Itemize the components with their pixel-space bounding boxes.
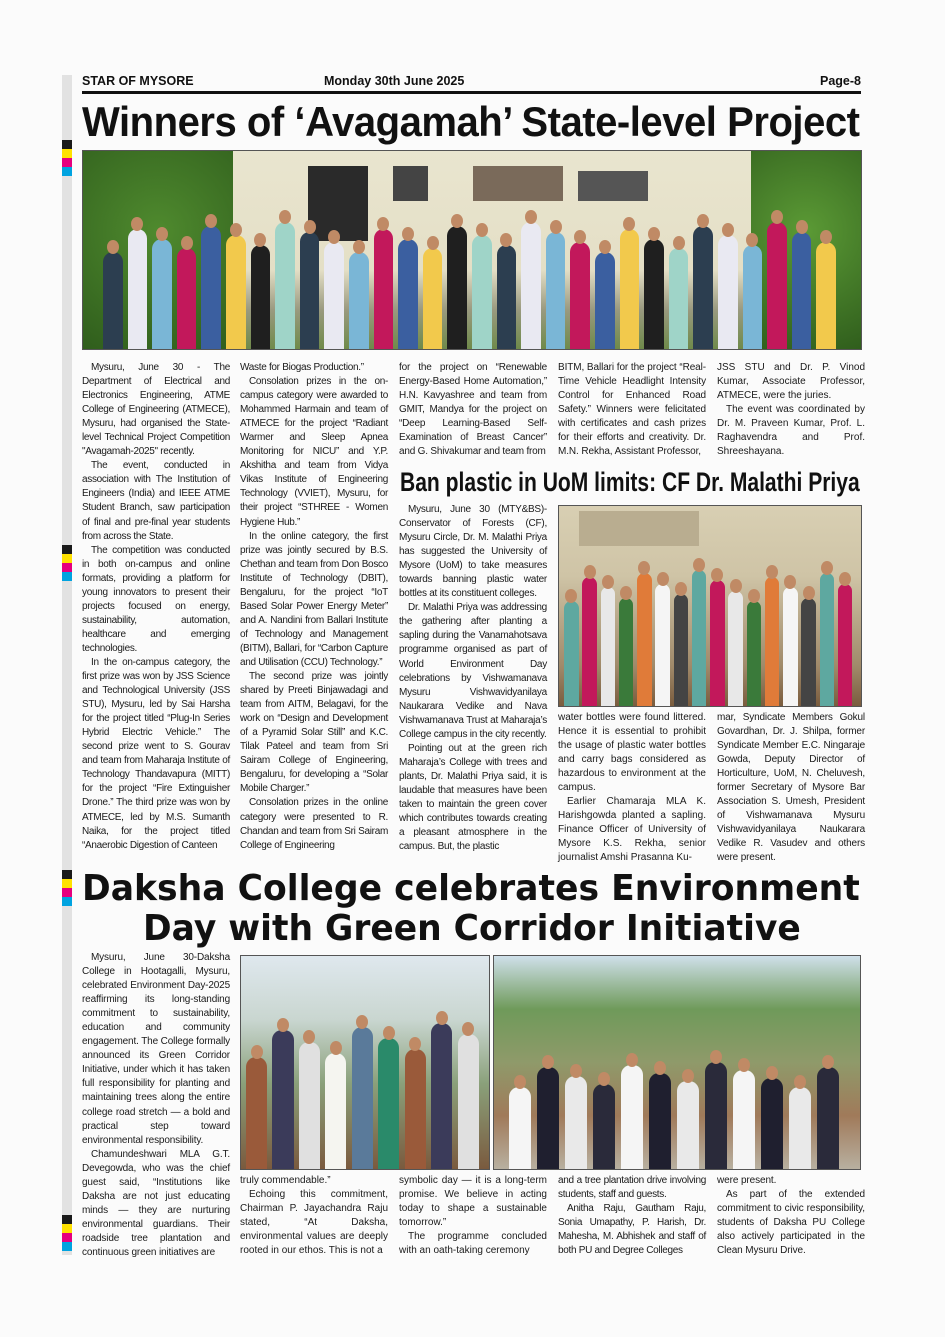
paragraph: The programme concluded with an oath-taking ceremony (399, 1231, 547, 1257)
person-head (107, 240, 119, 254)
photo-students-plantation (493, 955, 861, 1170)
person-figure (226, 235, 246, 349)
person-figure (593, 1084, 615, 1169)
person-figure (595, 252, 615, 350)
article-column (82, 951, 230, 1260)
person-head (254, 233, 266, 247)
person-head (821, 561, 833, 575)
person-head (620, 586, 632, 600)
person-figure (275, 222, 295, 349)
person-figure (649, 1073, 671, 1169)
cmyk-marks (62, 140, 72, 176)
person-head (328, 230, 340, 244)
page-number: Page-8 (820, 74, 861, 88)
paragraph: Mysuru, June 30 - The Department of Electrical and Electronics Engineering, ATME College of Engineering (ATMECE), Mysuru, had organised the State-level Technical Project Competition "Avagamah-2025" recently. (82, 362, 230, 458)
person-figure (783, 587, 798, 706)
person-head (514, 1075, 526, 1089)
person-head (711, 568, 723, 582)
person-head (796, 220, 808, 234)
registration-color-bar (62, 75, 72, 1255)
person-figure (743, 245, 763, 349)
issue-date: Monday 30th June 2025 (324, 74, 465, 88)
person-figure (761, 1078, 783, 1169)
person-figure (431, 1023, 452, 1169)
article-column (717, 711, 865, 866)
paragraph: Mysuru, June 30-Daksha College in Hootagalli, Mysuru, celebrated Environment Day-2025 reaffirming its long-standing commitment to sustainability, education and community engagement. The College formally announced its Green Corridor Initiative, under which it has taken full responsibility for planting and maintaining trees along the entire college road stretch — a bold and practical step toward environmental responsibility. (82, 952, 230, 1146)
person-figure (765, 577, 780, 707)
paragraph: In the on-campus category, the first prize was won by JSS Science and Technological University (JSS STU), Mysuru, led by Sai Harsha for the project titled “Plug-In Series Hybrid Electric Vehicle.” The second prize went to S. Gourav and team from Maharaja Institute of Technology Thandavapura (MITT) for the project “Fire Extinguisher Drone.” The third prize was won by ATMECE, led by M.S. Sumanth Naika, for the project titled “Anaerobic Digestion of Canteen (82, 656, 230, 851)
person-head (230, 223, 242, 237)
person-figure (816, 242, 836, 349)
person-figure (733, 1070, 755, 1169)
person-head (730, 579, 742, 593)
person-figure (621, 1065, 643, 1170)
person-head (377, 217, 389, 231)
paragraph: were present. (717, 1175, 777, 1186)
person-figure (820, 573, 835, 706)
paragraph: truly commendable.” (240, 1175, 331, 1186)
paragraph: The event was coordinated by Dr. M. Praveen Kumar, Prof. L. Raghavendra and Prof. Shreeshayana. (717, 404, 865, 458)
paragraph: Waste for Biogas Production.” (240, 362, 364, 373)
person-figure (103, 252, 123, 350)
person-head (766, 565, 778, 579)
person-head (638, 561, 650, 575)
person-figure (565, 1076, 587, 1170)
person-head (570, 1064, 582, 1078)
headline-daksha-line2: Day with Green Corridor Initiative (143, 908, 801, 949)
person-figure (637, 573, 652, 706)
person-figure (324, 242, 344, 349)
person-figure (472, 235, 492, 349)
person-figure (838, 584, 853, 707)
person-head (626, 1053, 638, 1067)
person-figure (509, 1087, 531, 1170)
person-figure (619, 598, 634, 707)
person-figure (497, 245, 517, 349)
person-figure (789, 1087, 811, 1170)
paragraph: mar, Syndicate Members Gokul Govardhan, Dr. J. Shilpa, former Syndicate Member E.C. Ningaraje Gowda, Deputy Director of Horticulture, UoM, N. Cheluvesh, former Secretary of Mysore Bar Association S. Umesh, President of Vishwamanava Mysuru Vishwavidyanilaya Naukarara Vedike R. Vasudev and others were present. (717, 712, 865, 864)
person-figure (564, 601, 579, 706)
person-head (794, 1075, 806, 1089)
person-figure (537, 1067, 559, 1169)
paragraph: Mysuru, June 30 (MTY&BS)-Conservator of Forests (CF), Mysuru Circle, Dr. M. Malathi Priya has suggested the University of Mysore (UoM) to take measures towards banning plastic water bottles at its constituent colleges. (399, 504, 547, 600)
person-figure (570, 242, 590, 349)
person-figure (299, 1042, 320, 1170)
person-head (598, 1072, 610, 1086)
person-head (565, 589, 577, 603)
paragraph: Consolation prizes in the on-campus category were awarded to Mohammed Harmain and team of ATMECE for the project “Radiant Warmer and Sleep Apnea Monitoring for NICU” and Y.P. Akshitha and team from Vidya Vikas Institute of Engineering Technology (VVIET), Mysuru, for their project “STHREE - Women Hygiene Hub.” (240, 376, 388, 528)
cmyk-marks (62, 1215, 72, 1251)
person-head (476, 223, 488, 237)
article-column (399, 503, 547, 854)
person-figure (817, 1067, 839, 1169)
person-figure (152, 239, 172, 350)
article-column (82, 361, 230, 853)
person-head (500, 233, 512, 247)
paragraph: Chamundeshwari MLA G.T. Devegowda, who was the chief guest said, “Institutions like Daksha are not just educating minds — they are nurturing environmental guardians. Their roadside tree plantation and continuous green initiatives are (82, 1148, 230, 1258)
person-head (673, 236, 685, 250)
person-figure (246, 1057, 267, 1170)
person-head (623, 217, 635, 231)
header-rule (82, 91, 861, 94)
person-head (654, 1061, 666, 1075)
person-head (251, 1045, 263, 1059)
person-head (451, 214, 463, 228)
person-head (303, 1030, 315, 1044)
paragraph: JSS STU and Dr. P. Vinod Kumar, Associate Professor, ATMECE, were the juries. (717, 362, 865, 402)
paragraph: symbolic day — it is a long-term promise. We believe in acting today to shape a sustainable tomorrow.” (399, 1175, 547, 1229)
person-figure (674, 594, 689, 706)
person-figure (325, 1053, 346, 1169)
person-head (330, 1041, 342, 1055)
person-figure (349, 252, 369, 350)
person-figure (710, 580, 725, 706)
person-figure (655, 584, 670, 707)
person-figure (801, 598, 816, 707)
person-head (722, 223, 734, 237)
person-head (205, 214, 217, 228)
person-head (602, 575, 614, 589)
person-figure (374, 229, 394, 349)
headline-daksha-line1: Daksha College celebrates Environment (82, 868, 860, 909)
group-photo-winners (82, 150, 862, 350)
person-figure (718, 235, 738, 349)
article-column (240, 361, 388, 853)
person-head (710, 1050, 722, 1064)
person-head (383, 1026, 395, 1040)
person-figure (644, 239, 664, 350)
person-head (803, 586, 815, 600)
person-head (436, 1011, 448, 1025)
paragraph: BITM, Ballari for the project “Real-Time Vehicle Headlight Intensity Control for Enhanced Road Safety.” Winners were felicitated with certificates and cash prizes for their efforts and creativity. Dr. M.N. Rekha, Assistant Professor, (558, 362, 706, 458)
article-column (240, 1174, 388, 1258)
person-figure (128, 229, 148, 349)
person-head (353, 240, 365, 254)
photo-sapling-planting (558, 505, 862, 707)
paragraph: for the project on “Renewable Energy-Based Home Automation,” H.N. Kavyashree and team from GMIT, Mandya for the project on “Deep Learning-Based Self-Examination of Breast Cancer” and G. Shivakumar and team from (399, 362, 547, 458)
person-figure (251, 245, 271, 349)
paragraph: Echoing this commitment, Chairman P. Jayachandra Raju stated, “At Daksha, environmental values are deeply rooted in our ethos. This is not a (240, 1189, 388, 1257)
person-head (584, 565, 596, 579)
person-figure (405, 1049, 426, 1169)
person-figure (792, 232, 812, 349)
paragraph: As part of the extended commitment to civic responsibility, students of Daksha PU College also actively participated in the Clean Mysuru Drive. (717, 1189, 865, 1257)
person-head (839, 572, 851, 586)
person-figure (300, 232, 320, 349)
person-figure (201, 226, 221, 350)
person-figure (669, 248, 689, 349)
person-figure (767, 222, 787, 349)
person-head (784, 575, 796, 589)
person-head (748, 589, 760, 603)
person-head (181, 236, 193, 250)
person-figure (747, 601, 762, 706)
article-column (558, 711, 706, 866)
person-head (599, 240, 611, 254)
paragraph: water bottles were found littered. Hence it is essential to prohibit the usage of plastic water bottles and carry bags considered as hazardous to environment at the campus. (558, 712, 706, 794)
person-head (675, 582, 687, 596)
paragraph: Consolation prizes in the online category were presented to R. Chandan and team from Sri Sairam College of Engineering (240, 797, 388, 851)
person-figure (677, 1081, 699, 1169)
paragraph: The event, conducted in association with The Institution of Engineers (India) and IEEE ATME Student Branch, saw participation of final and pre-final year students from across the State. (82, 460, 230, 542)
person-figure (352, 1027, 373, 1170)
person-figure (728, 591, 743, 707)
newspaper-name: STAR OF MYSORE (82, 74, 194, 88)
paragraph: Anitha Raju, Gautham Raju, Sonia Umapathy, P. Harish, Dr. Mahesha, M. Abhishek and staff of both PU and Degree Colleges (558, 1203, 706, 1257)
paragraph: The competition was conducted in both on-campus and online formats, providing a platform for young innovators to present their projects focused on energy, sustainability, automation, healthcare and emerging technologies. (82, 544, 230, 654)
person-figure (447, 226, 467, 350)
person-head (356, 1015, 368, 1029)
person-figure (521, 222, 541, 349)
article-column (558, 361, 706, 459)
paragraph: Pointing out at the green rich Maharaja’s College with trees and plants, Dr. Malathi Priya said, it is laudable that measures have been taken to maintain the green cover which contributes towards creating a pleasant atmosphere in the campus. But, the plastic (399, 742, 547, 853)
article-column (558, 1174, 706, 1258)
person-figure (423, 248, 443, 349)
headline-ban-plastic: Ban plastic in UoM limits: CF Dr. Malathi Priya (400, 467, 860, 497)
person-head (697, 214, 709, 228)
article-column (399, 1174, 547, 1258)
paragraph: In the online category, the first prize was jointly secured by B.S. Chethan and team from Don Bosco Institute of Technology (DBIT), Bengaluru, for the project “IoT Based Solar Power Energy Meter” and A. Nandini from Ballari Institute of Technology and Management (BITM), Ballari, for “Carbon Capture and Utilisation (CCU) Technology.” (240, 530, 388, 668)
person-figure (582, 577, 597, 707)
person-head (156, 227, 168, 241)
article-column (717, 361, 865, 459)
person-figure (272, 1030, 293, 1169)
person-figure (177, 248, 197, 349)
person-figure (693, 226, 713, 350)
person-head (574, 230, 586, 244)
person-figure (601, 587, 616, 706)
person-head (820, 230, 832, 244)
person-head (648, 227, 660, 241)
person-head (693, 558, 705, 572)
person-head (402, 227, 414, 241)
person-head (550, 220, 562, 234)
article-column (399, 361, 547, 459)
cmyk-marks (62, 870, 72, 906)
paragraph: Earlier Chamaraja MLA K. Harishgowda planted a sapling. Finance Officer of University of Mysore K.S. Rekha, senior journalist Amshi Prasanna Ku- (558, 796, 706, 864)
cmyk-marks (62, 545, 72, 581)
photo-dignitaries-planting (240, 955, 490, 1170)
paragraph: and a tree plantation drive involving students, staff and guests. (558, 1175, 706, 1201)
person-figure (458, 1034, 479, 1169)
person-head (304, 220, 316, 234)
person-figure (620, 229, 640, 349)
person-head (427, 236, 439, 250)
person-figure (705, 1062, 727, 1169)
person-figure (398, 239, 418, 350)
person-figure (378, 1038, 399, 1169)
person-figure (692, 570, 707, 707)
headline-avagamah: Winners of ‘Avagamah’ State-level Project (82, 98, 860, 145)
person-head (657, 572, 669, 586)
article-column (717, 1174, 865, 1258)
paragraph: The second prize was jointly shared by Preeti Binjawadagi and team from AITM, Belagavi, for the work on “Design and Development of a Pyramid Solar Still” and K.C. Tilak Pateel and team from Sri Sairam College of Engineering, Bengaluru, for developing a “Solar Mobile Charger.” (240, 671, 388, 795)
paragraph: Dr. Malathi Priya was addressing the gathering after planting a sapling during the Vanamahotsava programme organised as part of World Environment Day celebrations by Vishwamanava Mysuru Vishwavidyanilaya Naukarara Vedike and Nava Vishwamanava Trust at Maharaja’s College campus in the city recently. (399, 602, 547, 740)
person-figure (546, 232, 566, 349)
